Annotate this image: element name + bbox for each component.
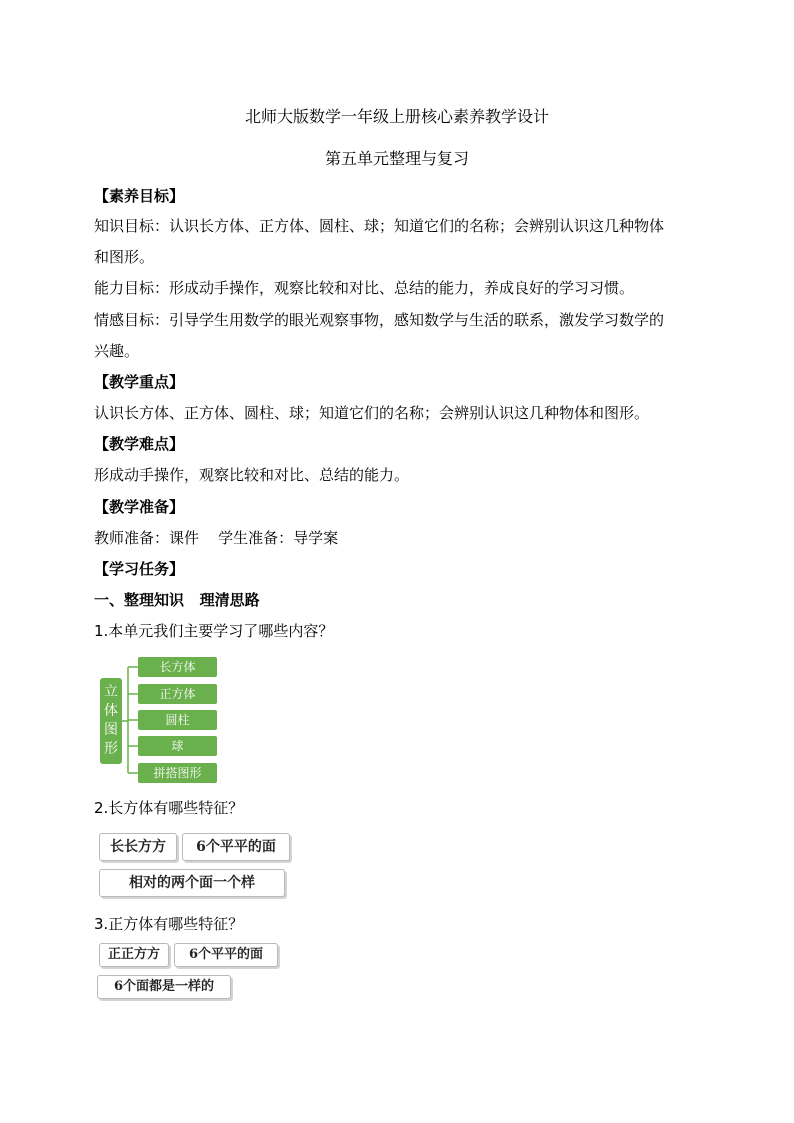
diagram-branch-assemble: 拼搭图形 (138, 763, 217, 783)
task-subheading: 一、整理知识 理清思路 (94, 591, 260, 609)
key-points-text: 认识长方体、正方体、圆柱、球；知道它们的名称；会辨别认识这几种物体和图形。 (94, 404, 650, 422)
diagram-root-char: 体 (104, 703, 118, 719)
section-heading-prep: 【教学准备】 (94, 498, 185, 516)
diagram-branch-sphere: 球 (138, 736, 217, 756)
goal-ability: 能力目标：形成动手操作，观察比较和对比、总结的能力，养成良好的学习习惯。 (94, 279, 635, 297)
diagram-root-char: 形 (104, 741, 118, 757)
diagram-root-char: 立 (104, 684, 118, 700)
goal-knowledge-line2: 和图形。 (94, 248, 155, 266)
cuboid-feature-tag: 相对的两个面一个样 (99, 869, 285, 897)
cuboid-feature-tag: 6个平平的面 (182, 833, 290, 861)
question-2: 2.长方体有哪些特征？ (94, 799, 244, 817)
diagram-branch-cuboid: 长方体 (138, 657, 217, 677)
diagram-root-box (100, 678, 122, 764)
diagram-root-char: 图 (104, 722, 118, 738)
document-title: 北师大版数学一年级上册核心素养教学设计 (244, 107, 549, 126)
difficult-points-text: 形成动手操作，观察比较和对比、总结的能力。 (94, 466, 410, 484)
question-3: 3.正方体有哪些特征？ (94, 915, 244, 933)
section-heading-tasks: 【学习任务】 (94, 560, 185, 578)
section-heading-key: 【教学重点】 (94, 373, 185, 391)
cuboid-feature-tag: 长长方方 (99, 833, 177, 861)
goal-emotion-line2: 兴趣。 (94, 342, 140, 360)
section-heading-goals: 【素养目标】 (94, 187, 185, 205)
question-1: 1.本单元我们主要学习了哪些内容？ (94, 622, 334, 640)
section-heading-difficult: 【教学难点】 (94, 435, 185, 453)
diagram-branch-cylinder: 圆柱 (138, 710, 217, 730)
cube-feature-tag: 6个平平的面 (174, 943, 278, 967)
cube-feature-tag: 正正方方 (99, 943, 169, 967)
goal-knowledge-line1: 知识目标：认识长方体、正方体、圆柱、球；知道它们的名称；会辨别认识这几种物体 (94, 217, 665, 235)
prep-text: 教师准备：课件 学生准备：导学案 (94, 529, 339, 547)
document-subtitle: 第五单元整理与复习 (324, 149, 469, 168)
goal-emotion-line1: 情感目标：引导学生用数学的眼光观察事物，感知数学与生活的联系，激发学习数学的 (94, 311, 665, 329)
diagram-branch-cube: 正方体 (138, 684, 217, 704)
cube-feature-tag: 6个面都是一样的 (97, 975, 231, 999)
